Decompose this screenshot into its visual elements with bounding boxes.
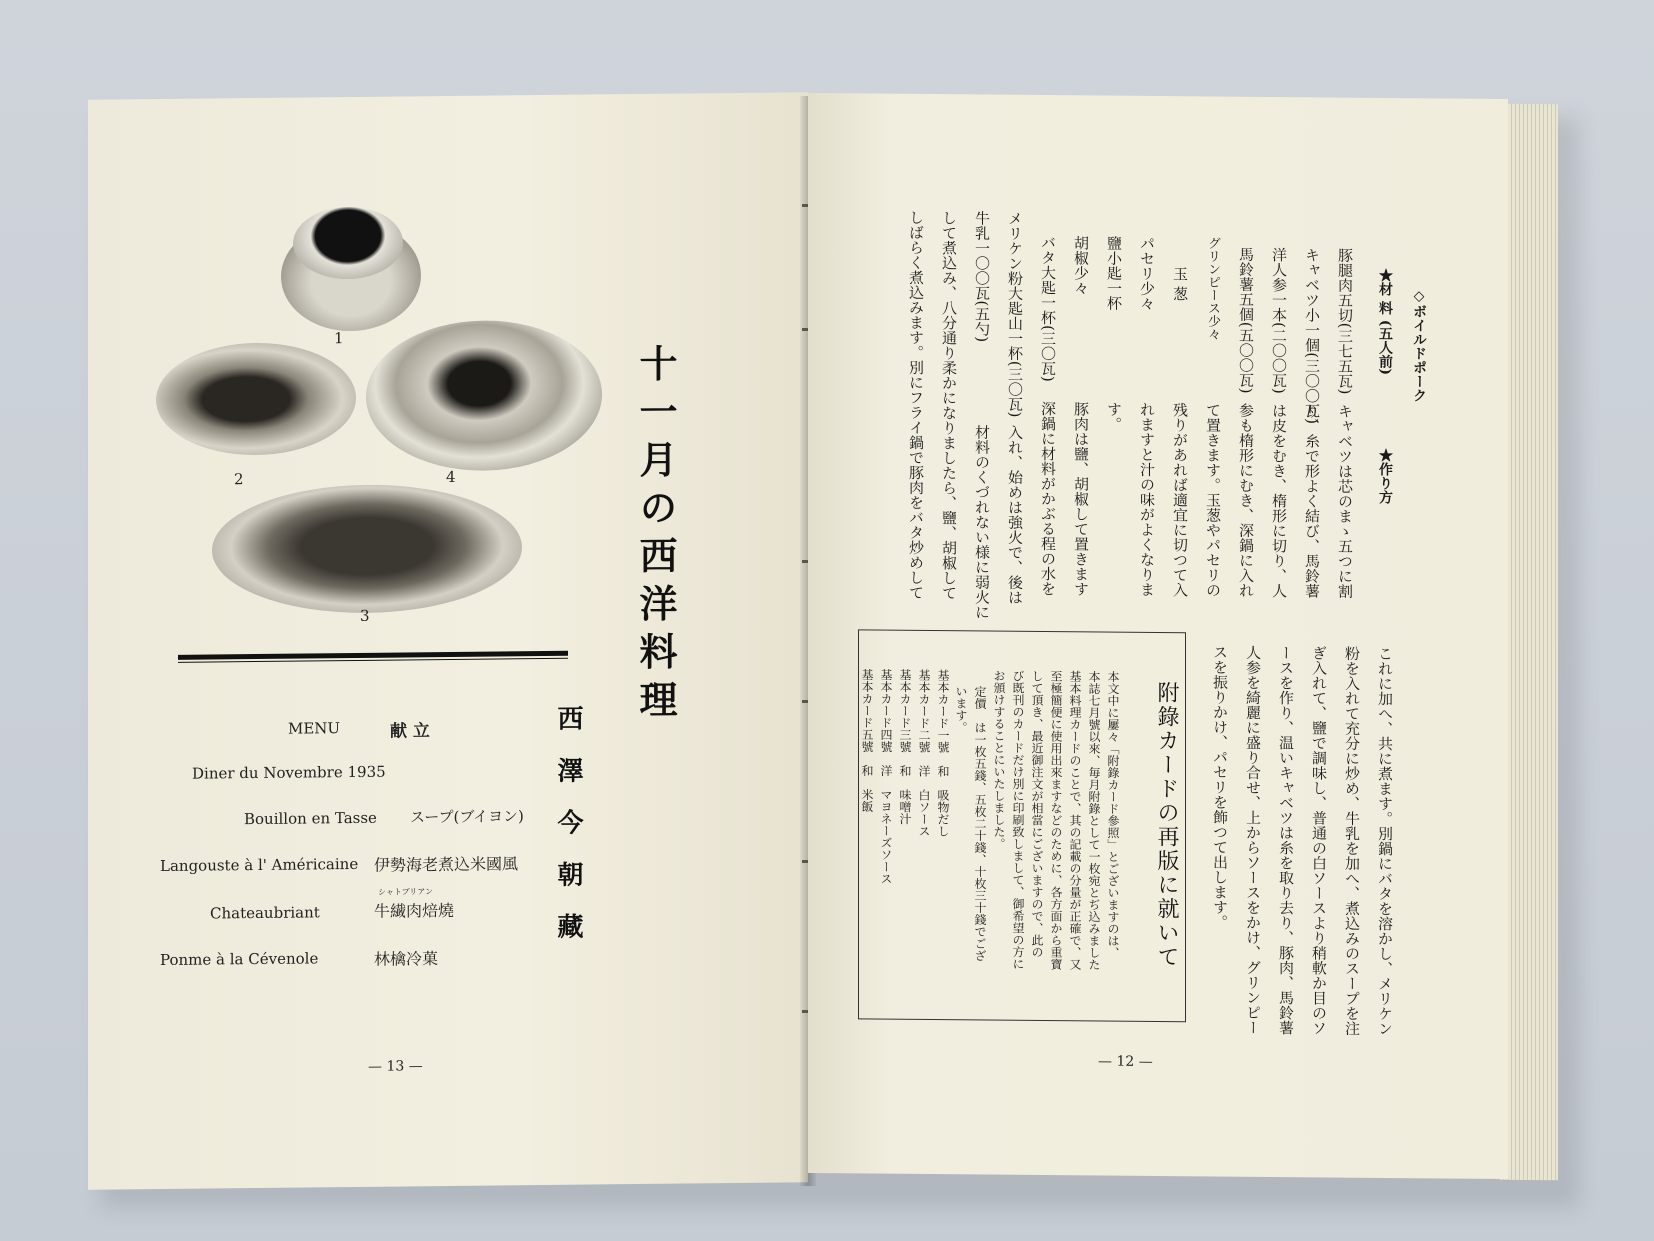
photo-label-3: 3 [360,606,370,625]
ingredient-line: して煮込み、八分通り柔かになりましたら、鹽、胡椒して [940,210,958,601]
notice-line: 至極簡便に使用出來ますなどのために、各方面から重寶 [1049,670,1063,971]
photo-plate-4 [366,319,602,471]
page-number-right: — 12 — [1098,1053,1153,1070]
ingredient-line: 玉 葱 [1171,266,1189,302]
ingredient-line: 鹽小匙一杯 [1105,235,1123,311]
method-line: は皮をむき、楕形に切り、人 [1270,402,1288,599]
ingredient-line: 洋人参一本(二〇〇瓦) [1270,246,1288,394]
article-title: 十一月の西洋料理 [633,343,678,729]
notice-line: して頂き、最近御注文が相當にございますので、此の [1030,669,1044,959]
ingredient-line: メリケン粉大匙山一杯(三〇瓦) [1006,210,1024,418]
page-edges [1500,104,1558,1181]
menu-item-jp: 牛繊肉焙燒 [374,900,455,921]
ingredient-line: 豚腿肉五切(三七五瓦) [1336,247,1354,395]
notice-box [858,629,1186,1022]
notice-line: び既刊のカードだけ別に印刷致しまして、御希望の方に [1011,669,1025,970]
ingredient-line: パセリ少々 [1138,235,1156,311]
continuation-line: 人参を綺麗に盛り合せ、上からソースをかけ、グリンピー [1244,644,1262,1035]
method-line: て置きます。玉葱やパセリの [1204,402,1222,598]
method-line: 豚肉は鹽、胡椒して置きます [1072,401,1090,597]
method-line: り、糸で形よく結び、馬鈴薯 [1303,403,1321,599]
method-line: 深鍋に材料がかぶる程の水を [1039,400,1057,597]
continuation-line: 粉を入れて充分に炒め、牛乳を加へ、煮込みのスープを注 [1343,645,1361,1036]
method-line: す。 [1105,401,1123,432]
continuation-line: ぎ入れて、鹽で調味し、普通の白ソースより稍軟か目のソ [1310,645,1328,1036]
notice-card-line: 基本カード四號 洋 マヨネーズソース [879,668,893,885]
ingredient-line: 胡椒少々 [1072,235,1090,296]
ingredient-line: 馬鈴薯五個(五〇〇瓦) [1237,246,1255,394]
menu-item-fr: Langouste à l' Américaine [160,854,359,876]
menu-heading-fr: MENU [288,719,341,738]
notice-line: 基本料理カードのことで、其の記載の分量が正確で、又 [1068,670,1082,971]
notice-line: 定價 は一枚五錢、五枚二十錢、十枚三十錢でござ [973,685,987,962]
continuation-line: ースを作り、温いキャベツは糸を取り去り、豚肉、馬鈴薯 [1277,645,1295,1036]
menu-item-jp: 林檎冷菓 [374,949,439,969]
left-page [88,92,808,1190]
notice-line: います。 [954,685,968,734]
author-name: 西澤今朝藏 [553,704,583,965]
menu-item-fr: Chateaubriant [210,903,320,923]
menu-item-ruby: シャトブリアン [378,887,433,897]
continuation-line: スを振りかけ、パセリを飾つて出します。 [1211,644,1229,930]
photo-plate-3 [212,483,522,614]
continuation-line: これに加へ、共に煮ます。別鍋にバタを溶かし、メリケン [1376,645,1394,1037]
photo-label-1: 1 [334,329,344,348]
page-number-left: — 13 — [368,1058,423,1075]
notice-card-line: 基本カード五號 和 米飯 [860,668,874,813]
notice-title: 附錄カードの再版に就いて [1154,680,1179,970]
menu-item-fr: Ponme à la Cévenole [160,949,319,970]
menu-item-fr: Bouillon en Tasse [244,808,377,829]
section-title: ◇ボイルドポーク [1411,288,1427,403]
ingredient-line: 牛乳一〇〇瓦(五勺) [973,210,991,343]
menu-item-jp: スープ(ブイヨン) [410,807,524,827]
ingredient-line: しばらく煮込みます。別にフライ鍋で豚肉をバタ炒めして [907,209,925,600]
method-line: 参も楕形にむき、深鍋に入れ [1237,402,1255,598]
notice-card-line: 基本カード一號 和 吸物だし [936,669,950,838]
photo-label-2: 2 [234,470,244,489]
method-line: キャベツは芯のまゝ五つに割 [1336,403,1354,599]
photo-plate-2 [156,342,356,456]
menu-item-jp: 伊勢海老煮込米國風 [374,854,519,875]
method-line: れますと汁の味がよくなりま [1138,401,1156,597]
method-line: 材料のくづれない様に弱火に [973,424,991,620]
notice-card-line: 基本カード三號 和 味噌汁 [898,668,912,825]
ingredient-line: キャベツ小一個(三〇〇瓦) [1303,247,1321,425]
notice-line: お頒けすることにいたしました。 [992,669,1006,850]
notice-card-line: 基本カード二號 洋 白ソース [917,668,931,838]
menu-heading-jp: 献 立 [390,721,430,742]
method-line: 入れ、始めは強火で、後は [1006,424,1024,605]
ingredient-line: バタ大匙一杯(三〇瓦) [1039,234,1057,382]
right-page [808,93,1508,1179]
menu-subtitle: Diner du Novembre 1935 [192,762,386,783]
method-line: 残りがあれば適宜に切つて入 [1171,402,1189,598]
notice-line: 本文中に屢々「附錄カード參照」とございますのは、 [1106,670,1120,959]
method-heading: ★作り方 [1377,447,1393,505]
notice-line: 本誌七月號以來、毎月附錄として一枚宛とぢ込みました [1087,670,1101,971]
ingredients-heading: ★材 料 (五人前) [1377,267,1393,376]
photo-label-4: 4 [446,467,456,487]
ingredient-line: グリンピース少々 [1205,236,1220,341]
